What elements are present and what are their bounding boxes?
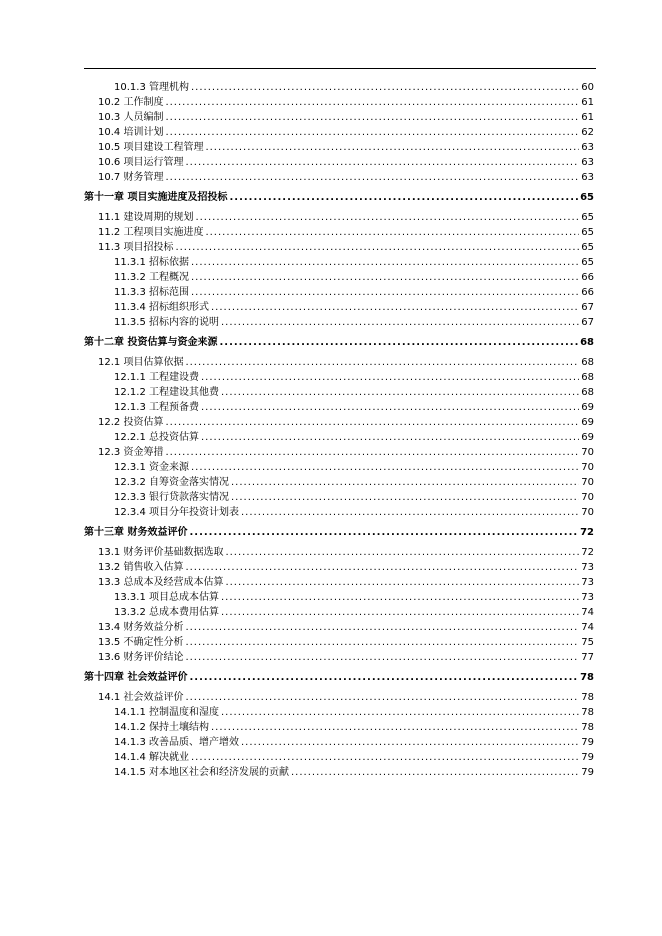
toc-entry-page: 61	[581, 112, 594, 123]
toc-entry[interactable]	[84, 140, 594, 155]
toc-entry-label: 10.2 工作制度	[98, 97, 164, 108]
toc-entry-page: 68	[581, 357, 594, 368]
toc-entry-page: 70	[581, 492, 594, 503]
toc-entry-label: 11.1 建设周期的规划	[98, 212, 194, 223]
toc-entry[interactable]	[84, 95, 594, 110]
toc-entry-page: 65	[581, 212, 594, 223]
dot-leader	[221, 605, 579, 620]
toc-entry-page: 65	[581, 227, 594, 238]
dot-leader	[211, 720, 579, 735]
toc-entry-label: 12.1 项目估算依据	[98, 357, 184, 368]
toc-chapter-entry[interactable]	[84, 334, 594, 351]
toc-entry[interactable]	[84, 475, 594, 490]
toc-entry-label: 12.1.1 工程建设费	[114, 372, 199, 383]
toc-entry-label: 12.1.2 工程建设其他费	[114, 387, 219, 398]
dot-leader	[231, 475, 579, 490]
dot-leader	[241, 505, 579, 520]
toc-entry[interactable]	[84, 155, 594, 170]
dot-leader	[221, 590, 579, 605]
toc-entry-label: 12.3.2 自筹资金落实情况	[114, 477, 229, 488]
toc-entry-label: 11.3.2 工程概况	[114, 272, 189, 283]
toc-entry-page: 78	[580, 672, 594, 683]
toc-entry[interactable]	[84, 300, 594, 315]
toc-entry-label: 13.3.2 总成本费用估算	[114, 607, 219, 618]
dot-leader	[191, 285, 579, 300]
toc-entry-label: 12.3.1 资金来源	[114, 462, 189, 473]
toc-entry[interactable]	[84, 170, 594, 185]
toc-entry-page: 65	[580, 192, 594, 203]
toc-entry[interactable]	[84, 370, 594, 385]
toc-entry-page: 70	[581, 462, 594, 473]
toc-entry[interactable]	[84, 590, 594, 605]
toc-entry[interactable]	[84, 125, 594, 140]
toc-entry[interactable]	[84, 385, 594, 400]
toc-entry[interactable]	[84, 750, 594, 765]
toc-entry-label: 12.3.4 项目分年投资计划表	[114, 507, 239, 518]
dot-leader	[185, 650, 579, 665]
toc-entry-page: 78	[581, 722, 594, 733]
dot-leader	[191, 750, 579, 765]
toc-entry-page: 68	[581, 372, 594, 383]
toc-entry[interactable]	[84, 460, 594, 475]
dot-leader	[241, 735, 579, 750]
toc-entry-label: 10.1.3 管理机构	[114, 82, 189, 93]
toc-entry-page: 72	[580, 527, 594, 538]
toc-entry-label: 13.4 财务效益分析	[98, 622, 184, 633]
toc-entry[interactable]	[84, 635, 594, 650]
toc-entry-label: 11.3 项目招投标	[98, 242, 174, 253]
toc-entry-page: 69	[581, 402, 594, 413]
dot-leader	[195, 210, 579, 225]
dot-leader	[165, 445, 579, 460]
toc-entry-page: 63	[581, 172, 594, 183]
dot-leader	[221, 705, 579, 720]
toc-entry-page: 73	[581, 592, 594, 603]
toc-entry-page: 63	[581, 142, 594, 153]
dot-leader	[189, 524, 578, 541]
toc-entry-page: 68	[581, 387, 594, 398]
dot-leader	[185, 635, 579, 650]
toc-entry[interactable]	[84, 315, 594, 330]
toc-entry-page: 73	[581, 562, 594, 573]
toc-entry[interactable]	[84, 720, 594, 735]
dot-leader	[165, 170, 579, 185]
dot-leader	[221, 315, 579, 330]
toc-entry-label: 11.3.3 招标范围	[114, 287, 189, 298]
toc-entry-label: 14.1 社会效益评价	[98, 692, 184, 703]
toc-entry-page: 70	[581, 477, 594, 488]
toc-entry[interactable]	[84, 430, 594, 445]
dot-leader	[211, 300, 579, 315]
toc-entry-label: 13.2 销售收入估算	[98, 562, 184, 573]
toc-entry[interactable]	[84, 225, 594, 240]
toc-entry-label: 12.2.1 总投资估算	[114, 432, 199, 443]
toc-entry[interactable]	[84, 80, 594, 95]
toc-entry[interactable]	[84, 575, 594, 590]
toc-entry-label: 11.3.1 招标依据	[114, 257, 189, 268]
toc-entry[interactable]	[84, 285, 594, 300]
toc-entry[interactable]	[84, 270, 594, 285]
dot-leader	[191, 460, 579, 475]
toc-entry-page: 65	[581, 257, 594, 268]
toc-chapter-entry[interactable]	[84, 669, 594, 686]
toc-entry-label: 10.4 培训计划	[98, 127, 164, 138]
toc-entry-page: 61	[581, 97, 594, 108]
toc-entry-label: 12.2 投资估算	[98, 417, 164, 428]
toc-entry[interactable]	[84, 690, 594, 705]
dot-leader	[225, 545, 579, 560]
toc-entry[interactable]	[84, 490, 594, 505]
toc-entry-label: 第十一章 项目实施进度及招投标	[84, 192, 228, 203]
toc-entry-label: 10.5 项目建设工程管理	[98, 142, 204, 153]
toc-entry-label: 14.1.3 改善品质、增产增效	[114, 737, 239, 748]
toc-entry[interactable]	[84, 560, 594, 575]
toc-entry-label: 12.3.3 银行贷款落实情况	[114, 492, 229, 503]
toc-entry-page: 78	[581, 692, 594, 703]
toc-entry-page: 69	[581, 432, 594, 443]
toc-entry-page: 79	[581, 737, 594, 748]
toc-entry[interactable]	[84, 355, 594, 370]
dot-leader	[185, 155, 579, 170]
dot-leader	[201, 400, 579, 415]
toc-entry-label: 13.3.1 项目总成本估算	[114, 592, 219, 603]
toc-entry-page: 70	[581, 507, 594, 518]
toc-entry-page: 79	[581, 752, 594, 763]
dot-leader	[291, 765, 579, 780]
dot-leader	[201, 370, 579, 385]
toc-entry[interactable]	[84, 255, 594, 270]
toc-entry[interactable]	[84, 445, 594, 460]
dot-leader	[191, 80, 579, 95]
dot-leader	[225, 575, 579, 590]
toc-entry-page: 78	[581, 707, 594, 718]
toc-entry[interactable]	[84, 705, 594, 720]
dot-leader	[221, 385, 579, 400]
dot-leader	[185, 560, 579, 575]
toc-entry-page: 67	[581, 317, 594, 328]
toc-entry-page: 77	[581, 652, 594, 663]
toc-entry-label: 第十三章 财务效益评价	[84, 527, 188, 538]
dot-leader	[231, 490, 579, 505]
toc-entry[interactable]	[84, 400, 594, 415]
toc-entry-label: 13.1 财务评价基础数据选取	[98, 547, 224, 558]
toc-entry[interactable]	[84, 415, 594, 430]
toc-entry[interactable]	[84, 505, 594, 520]
toc-entry[interactable]	[84, 620, 594, 635]
toc-chapter-entry[interactable]	[84, 524, 594, 541]
toc-entry-page: 74	[581, 607, 594, 618]
dot-leader	[165, 95, 579, 110]
dot-leader	[191, 270, 579, 285]
toc-entry-label: 14.1.5 对本地区社会和经济发展的贡献	[114, 767, 289, 778]
dot-leader	[205, 140, 579, 155]
toc-entry-page: 74	[581, 622, 594, 633]
dot-leader	[185, 355, 579, 370]
table-of-contents	[84, 80, 594, 780]
toc-entry-page: 60	[581, 82, 594, 93]
toc-entry-page: 65	[581, 242, 594, 253]
toc-entry-label: 第十四章 社会效益评价	[84, 672, 188, 683]
toc-entry-label: 14.1.4 解决就业	[114, 752, 189, 763]
toc-entry[interactable]	[84, 545, 594, 560]
toc-entry-label: 13.3 总成本及经营成本估算	[98, 577, 224, 588]
dot-leader	[189, 669, 578, 686]
toc-entry-page: 66	[581, 287, 594, 298]
toc-entry-label: 11.2 工程项目实施进度	[98, 227, 204, 238]
toc-entry-label: 10.3 人员编制	[98, 112, 164, 123]
toc-entry-label: 14.1.1 控制温度和湿度	[114, 707, 219, 718]
toc-entry[interactable]	[84, 650, 594, 665]
toc-entry-page: 68	[580, 337, 594, 348]
dot-leader	[175, 240, 579, 255]
dot-leader	[201, 430, 579, 445]
toc-entry-label: 第十二章 投资估算与资金来源	[84, 337, 218, 348]
dot-leader	[191, 255, 579, 270]
toc-entry[interactable]	[84, 735, 594, 750]
toc-chapter-entry[interactable]	[84, 189, 594, 206]
dot-leader	[229, 189, 578, 206]
toc-entry-label: 12.1.3 工程预备费	[114, 402, 199, 413]
toc-entry-label: 12.3 资金筹措	[98, 447, 164, 458]
toc-entry[interactable]	[84, 765, 594, 780]
toc-entry[interactable]	[84, 240, 594, 255]
toc-entry[interactable]	[84, 210, 594, 225]
dot-leader	[219, 334, 578, 351]
toc-entry-label: 14.1.2 保持土壤结构	[114, 722, 209, 733]
toc-entry[interactable]	[84, 605, 594, 620]
toc-entry-page: 62	[581, 127, 594, 138]
dot-leader	[205, 225, 579, 240]
toc-entry-page: 63	[581, 157, 594, 168]
header-rule	[84, 68, 596, 69]
dot-leader	[165, 415, 579, 430]
toc-entry-label: 13.6 财务评价结论	[98, 652, 184, 663]
dot-leader	[165, 125, 579, 140]
toc-entry-label: 11.3.4 招标组织形式	[114, 302, 209, 313]
dot-leader	[185, 690, 579, 705]
toc-entry-page: 70	[581, 447, 594, 458]
toc-entry-label: 10.7 财务管理	[98, 172, 164, 183]
toc-entry-page: 67	[581, 302, 594, 313]
toc-entry-page: 66	[581, 272, 594, 283]
dot-leader	[165, 110, 579, 125]
toc-entry-page: 73	[581, 577, 594, 588]
toc-entry-label: 13.5 不确定性分析	[98, 637, 184, 648]
toc-entry-page: 69	[581, 417, 594, 428]
toc-entry-page: 79	[581, 767, 594, 778]
toc-entry-page: 72	[581, 547, 594, 558]
toc-entry-label: 11.3.5 招标内容的说明	[114, 317, 219, 328]
toc-entry-page: 75	[581, 637, 594, 648]
toc-entry-label: 10.6 项目运行管理	[98, 157, 184, 168]
toc-entry[interactable]	[84, 110, 594, 125]
dot-leader	[185, 620, 579, 635]
